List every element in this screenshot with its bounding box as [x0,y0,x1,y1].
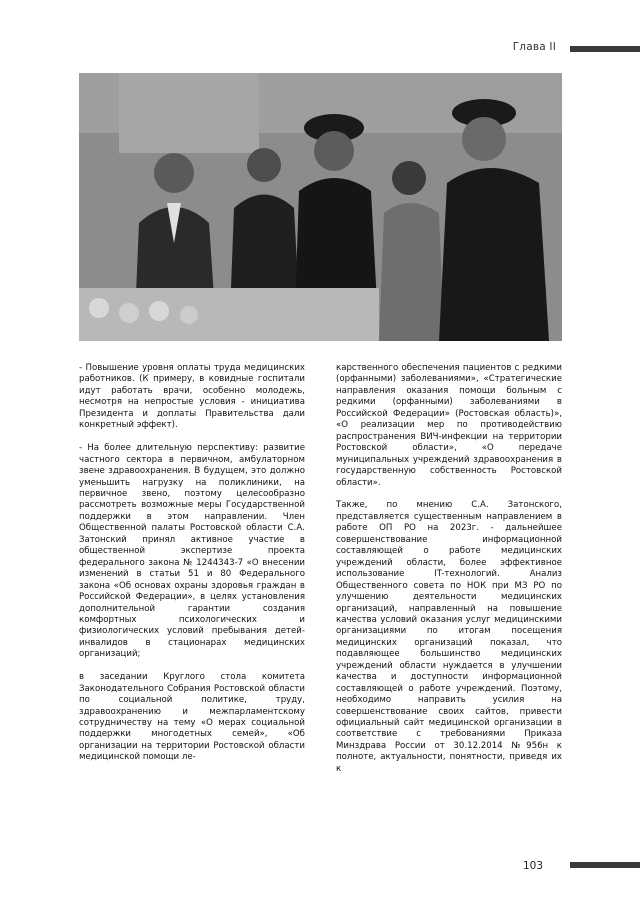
photo [79,73,562,341]
paragraph: - Повышение уровня оплаты труда медицинских работников. (К примеру, в ковидные госпитали идут работать врачи, особенно молодежь, несмотря на непростые условия - инициатива Президента и доплаты Правительства дали конкретный эффект). [79,363,305,431]
page-number: 103 [522,860,543,872]
chapter-label: Глава II [512,41,556,53]
photo-people-in-uniforms [79,73,562,341]
footer-bar [570,862,640,868]
paragraph: Также, по мнению С.А. Затонского, представляется существенным направлением в работе ОП РО на 2023г. - дальнейшее совершенствование информационной составляющей о работе медицинских учреждений области, более эффективное использование IT-технологий. Анализ Общественного совета по НОК при МЗ РО по улучшению деятельности медицинских организаций, направленный на повышение качества условий оказания услуг медицинскими организациями по итогам посещения медицинских организаций показал, что подавляющее большинство медицинских учреждений области нуждается в улучшении качества и доступности информационной составляющей о работе учреждений. Поэтому, необходимо направить усилия на совершенствование своих сайтов, привести официальный сайт медицинской организации в соответствие с требованиями Приказа Минздрава России от 30.12.2014 №956н к полноте, актуальности, понятности, приведя их к [336,500,562,774]
paragraph: - На более длительную перспективу: развитие частного сектора в первичном, амбулаторном звене здравоохранения. В будущем, это должно уменьшить нагрузку на поликлиники, на первичное звено, поэтому целесообразно рассмотреть возможные меры Государственной поддержки в этом направлении. Член Общественной палаты Ростовской области С.А. Затонский принял активное участие в общественной экспертизе проекта федерального закона № 1244343-7 «О внесении изменений в статьи 51 и 80 Федерального закона «Об основах охраны здоровья граждан в Российской Федерации», в целях установления дополнительной гарантии создания комфортных психологических и физиологических условий пребывания детей-инвалидов в стационарах медицинских организаций; [79,443,305,660]
right-column [336,363,562,787]
header-bar [570,46,640,52]
paragraph: карственного обеспечения пациентов с редкими (орфанными) заболеваниями», «Стратегические направления оказания помощи больным с редкими (орфанными) заболеваниями в Российской Федерации» (Ростовская область)», «О реализации мер по противодействию распространения ВИЧ-инфекции на территории Ростовской области», «О передаче муниципальных учреждений здравоохранения в государственную собственность Ростовской области». [336,363,562,488]
paragraph: в заседании Круглого стола комитета Законодательного Собрания Ростовской области по социальной политике, труду, здравоохранению и межпарламентскому сотрудничеству на тему «О мерах социальной поддержки многодетных семей», «Об организации на территории Ростовской области медицинской помощи ле- [79,672,305,763]
left-column [79,363,305,775]
page-header [0,38,640,58]
